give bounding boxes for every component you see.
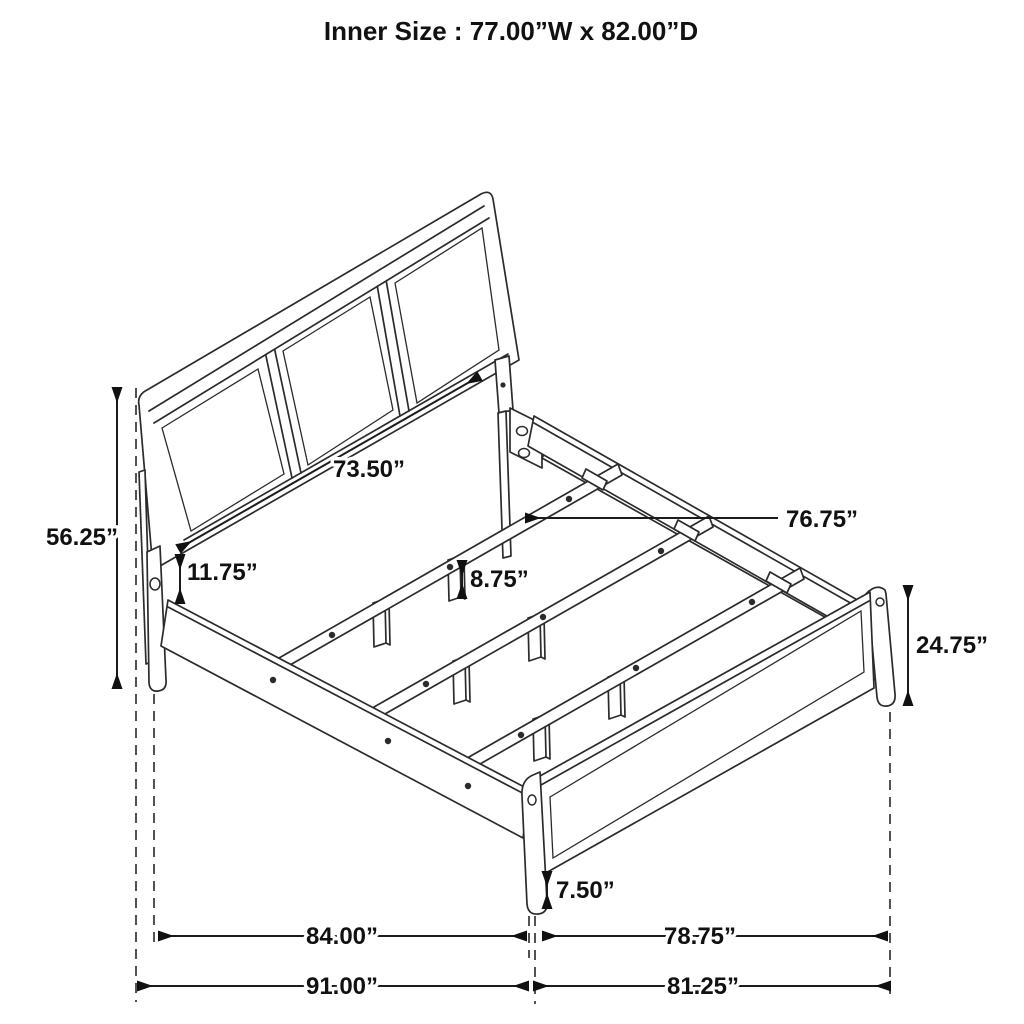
dim-label-headboard-height: 56.25” bbox=[45, 524, 119, 551]
dim-slat-leg-height bbox=[462, 560, 529, 599]
dim-label-footboard-height: 24.75” bbox=[916, 632, 989, 659]
dim-headboard-height bbox=[46, 387, 118, 689]
dim-side-rail-length bbox=[158, 923, 527, 950]
dim-headboard-to-rail-gap bbox=[180, 554, 258, 604]
dim-label-side-rail-length: 84.00” bbox=[305, 923, 379, 950]
dim-overall-depth bbox=[137, 973, 529, 1000]
dim-label-headboard-to-rail-gap: 11.75” bbox=[187, 559, 258, 586]
diagram-title: Inner Size : 77.00”W x 82.00”D bbox=[323, 16, 699, 46]
dim-label-overall-depth: 91.00” bbox=[305, 973, 379, 1000]
dim-label-footboard-leg-height: 7.50” bbox=[556, 877, 615, 904]
dim-label-slat-length: 76.75” bbox=[786, 506, 859, 533]
dim-label-headboard-panel-width: 73.50” bbox=[332, 456, 406, 483]
footboard bbox=[522, 587, 895, 914]
dim-label-slat-leg-height: 8.75” bbox=[470, 566, 529, 593]
headboard-front-leg bbox=[147, 546, 166, 691]
dim-overall-width bbox=[533, 973, 891, 1000]
dim-label-footboard-inner-span: 78.75” bbox=[663, 923, 737, 950]
dim-label-overall-width: 81.25” bbox=[666, 973, 740, 1000]
dim-footboard-leg-height bbox=[547, 871, 615, 909]
dim-footboard-inner-span bbox=[542, 923, 888, 950]
side-rail-left bbox=[161, 600, 530, 838]
dim-footboard-height bbox=[908, 585, 988, 706]
